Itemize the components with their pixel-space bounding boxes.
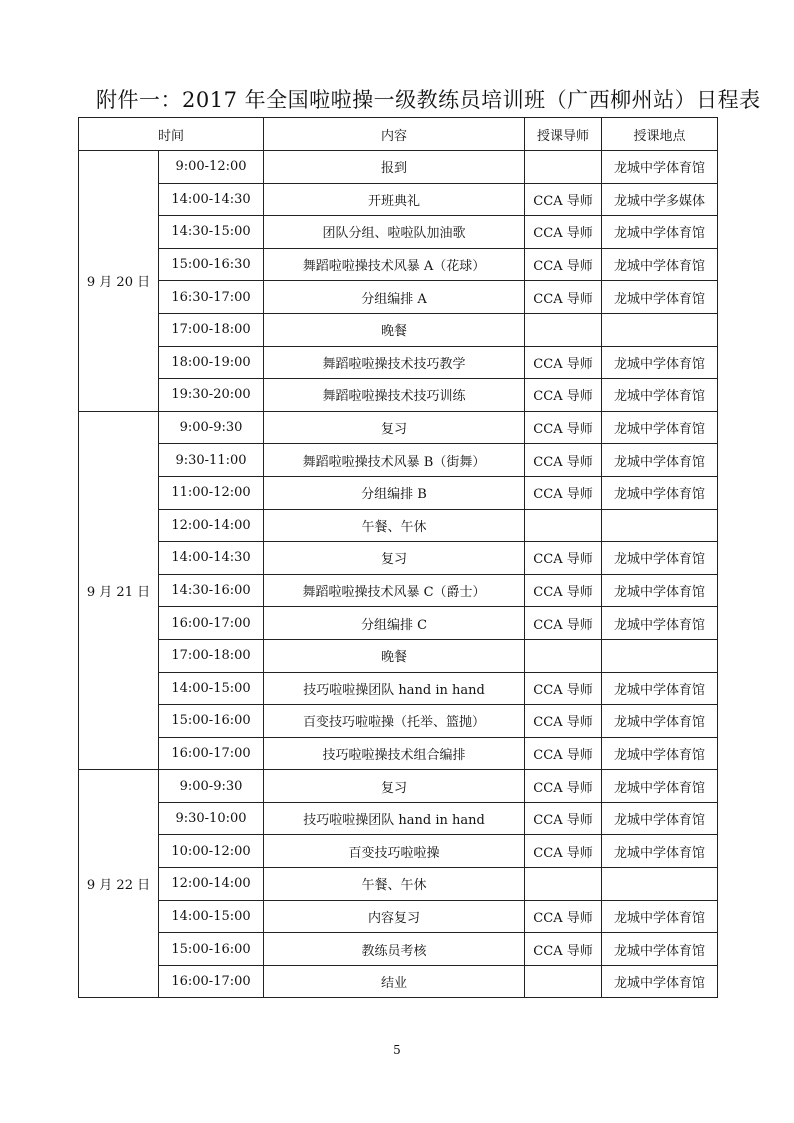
time-cell: 16:00-17:00 bbox=[159, 965, 264, 998]
venue-cell: 龙城中学体育馆 bbox=[602, 607, 718, 640]
header-venue: 授课地点 bbox=[602, 118, 718, 151]
teacher-cell bbox=[525, 639, 602, 672]
venue-cell: 龙城中学体育馆 bbox=[602, 965, 718, 998]
table-header-row bbox=[79, 118, 718, 151]
teacher-cell: CCA 导师 bbox=[525, 770, 602, 803]
table-row bbox=[79, 770, 718, 803]
teacher-cell bbox=[525, 965, 602, 998]
content-cell: 舞蹈啦啦操技术风暴 C（爵士） bbox=[264, 574, 525, 607]
venue-cell: 龙城中学体育馆 bbox=[602, 379, 718, 412]
teacher-cell: CCA 导师 bbox=[525, 737, 602, 770]
table-row bbox=[79, 639, 718, 672]
venue-cell: 龙城中学体育馆 bbox=[602, 476, 718, 509]
table-row bbox=[79, 802, 718, 835]
venue-cell: 龙城中学体育馆 bbox=[602, 542, 718, 575]
venue-cell: 龙城中学体育馆 bbox=[602, 770, 718, 803]
venue-cell bbox=[602, 313, 718, 346]
date-cell: 9 月 20 日 bbox=[79, 151, 159, 412]
content-cell: 复习 bbox=[264, 411, 525, 444]
teacher-cell bbox=[525, 313, 602, 346]
time-cell: 19:30-20:00 bbox=[159, 379, 264, 412]
time-cell: 16:30-17:00 bbox=[159, 281, 264, 314]
content-cell: 团队分组、啦啦队加油歌 bbox=[264, 216, 525, 249]
venue-cell: 龙城中学体育馆 bbox=[602, 216, 718, 249]
teacher-cell: CCA 导师 bbox=[525, 607, 602, 640]
table-row bbox=[79, 672, 718, 705]
venue-cell: 龙城中学体育馆 bbox=[602, 672, 718, 705]
schedule-table bbox=[78, 117, 718, 998]
venue-cell bbox=[602, 639, 718, 672]
teacher-cell: CCA 导师 bbox=[525, 216, 602, 249]
content-cell: 技巧啦啦操技术组合编排 bbox=[264, 737, 525, 770]
time-cell: 12:00-14:00 bbox=[159, 868, 264, 901]
venue-cell: 龙城中学体育馆 bbox=[602, 248, 718, 281]
teacher-cell: CCA 导师 bbox=[525, 672, 602, 705]
venue-cell: 龙城中学体育馆 bbox=[602, 281, 718, 314]
time-cell: 15:00-16:00 bbox=[159, 933, 264, 966]
time-cell: 12:00-14:00 bbox=[159, 509, 264, 542]
table-row bbox=[79, 183, 718, 216]
venue-cell: 龙城中学体育馆 bbox=[602, 737, 718, 770]
table-row bbox=[79, 248, 718, 281]
venue-cell: 龙城中学体育馆 bbox=[602, 151, 718, 184]
time-cell: 14:00-14:30 bbox=[159, 542, 264, 575]
time-cell: 14:30-15:00 bbox=[159, 216, 264, 249]
schedule-body bbox=[79, 151, 718, 998]
time-cell: 17:00-18:00 bbox=[159, 313, 264, 346]
teacher-cell: CCA 导师 bbox=[525, 411, 602, 444]
time-cell: 16:00-17:00 bbox=[159, 607, 264, 640]
time-cell: 14:00-15:00 bbox=[159, 672, 264, 705]
content-cell: 开班典礼 bbox=[264, 183, 525, 216]
time-cell: 15:00-16:00 bbox=[159, 705, 264, 738]
venue-cell: 龙城中学体育馆 bbox=[602, 411, 718, 444]
content-cell: 晚餐 bbox=[264, 313, 525, 346]
content-cell: 技巧啦啦操团队 hand in hand bbox=[264, 802, 525, 835]
table-row bbox=[79, 933, 718, 966]
table-row bbox=[79, 216, 718, 249]
teacher-cell: CCA 导师 bbox=[525, 933, 602, 966]
teacher-cell: CCA 导师 bbox=[525, 444, 602, 477]
time-cell: 18:00-19:00 bbox=[159, 346, 264, 379]
header-teacher: 授课导师 bbox=[525, 118, 602, 151]
content-cell: 分组编排 C bbox=[264, 607, 525, 640]
content-cell: 舞蹈啦啦操技术风暴 B（街舞） bbox=[264, 444, 525, 477]
content-cell: 分组编排 B bbox=[264, 476, 525, 509]
venue-cell bbox=[602, 868, 718, 901]
document-title: 附件一：2017 年全国啦啦操一级教练员培训班（广西柳州站）日程表 bbox=[96, 88, 761, 112]
header-content: 内容 bbox=[264, 118, 525, 151]
venue-cell: 龙城中学体育馆 bbox=[602, 574, 718, 607]
time-cell: 14:00-14:30 bbox=[159, 183, 264, 216]
header-time: 时间 bbox=[79, 118, 264, 151]
table-row bbox=[79, 281, 718, 314]
venue-cell: 龙城中学体育馆 bbox=[602, 444, 718, 477]
content-cell: 晚餐 bbox=[264, 639, 525, 672]
table-row bbox=[79, 346, 718, 379]
table-row bbox=[79, 476, 718, 509]
table-row bbox=[79, 509, 718, 542]
teacher-cell: CCA 导师 bbox=[525, 542, 602, 575]
teacher-cell: CCA 导师 bbox=[525, 183, 602, 216]
time-cell: 14:30-16:00 bbox=[159, 574, 264, 607]
time-cell: 10:00-12:00 bbox=[159, 835, 264, 868]
content-cell: 内容复习 bbox=[264, 900, 525, 933]
date-cell: 9 月 21 日 bbox=[79, 411, 159, 770]
venue-cell: 龙城中学体育馆 bbox=[602, 835, 718, 868]
table-row bbox=[79, 868, 718, 901]
venue-cell: 龙城中学体育馆 bbox=[602, 933, 718, 966]
table-row bbox=[79, 737, 718, 770]
table-row bbox=[79, 965, 718, 998]
content-cell: 舞蹈啦啦操技术技巧教学 bbox=[264, 346, 525, 379]
time-cell: 11:00-12:00 bbox=[159, 476, 264, 509]
table-row bbox=[79, 574, 718, 607]
venue-cell: 龙城中学体育馆 bbox=[602, 802, 718, 835]
teacher-cell bbox=[525, 868, 602, 901]
content-cell: 结业 bbox=[264, 965, 525, 998]
time-cell: 9:00-9:30 bbox=[159, 770, 264, 803]
content-cell: 午餐、午休 bbox=[264, 868, 525, 901]
table-row bbox=[79, 151, 718, 184]
teacher-cell: CCA 导师 bbox=[525, 248, 602, 281]
table-row bbox=[79, 542, 718, 575]
date-cell: 9 月 22 日 bbox=[79, 770, 159, 998]
time-cell: 15:00-16:30 bbox=[159, 248, 264, 281]
content-cell: 报到 bbox=[264, 151, 525, 184]
time-cell: 9:00-12:00 bbox=[159, 151, 264, 184]
teacher-cell: CCA 导师 bbox=[525, 900, 602, 933]
content-cell: 技巧啦啦操团队 hand in hand bbox=[264, 672, 525, 705]
table-row bbox=[79, 313, 718, 346]
content-cell: 百变技巧啦啦操（托举、篮抛） bbox=[264, 705, 525, 738]
venue-cell: 龙城中学体育馆 bbox=[602, 705, 718, 738]
table-row bbox=[79, 705, 718, 738]
teacher-cell: CCA 导师 bbox=[525, 281, 602, 314]
content-cell: 分组编排 A bbox=[264, 281, 525, 314]
time-cell: 14:00-15:00 bbox=[159, 900, 264, 933]
table-row bbox=[79, 607, 718, 640]
venue-cell: 龙城中学体育馆 bbox=[602, 900, 718, 933]
content-cell: 舞蹈啦啦操技术技巧训练 bbox=[264, 379, 525, 412]
teacher-cell: CCA 导师 bbox=[525, 379, 602, 412]
content-cell: 百变技巧啦啦操 bbox=[264, 835, 525, 868]
teacher-cell: CCA 导师 bbox=[525, 802, 602, 835]
time-cell: 17:00-18:00 bbox=[159, 639, 264, 672]
content-cell: 舞蹈啦啦操技术风暴 A（花球） bbox=[264, 248, 525, 281]
table-row bbox=[79, 379, 718, 412]
content-cell: 复习 bbox=[264, 542, 525, 575]
teacher-cell: CCA 导师 bbox=[525, 835, 602, 868]
content-cell: 午餐、午休 bbox=[264, 509, 525, 542]
content-cell: 复习 bbox=[264, 770, 525, 803]
time-cell: 9:30-10:00 bbox=[159, 802, 264, 835]
venue-cell bbox=[602, 509, 718, 542]
table-row bbox=[79, 444, 718, 477]
page-number: 5 bbox=[393, 1043, 401, 1057]
venue-cell: 龙城中学体育馆 bbox=[602, 346, 718, 379]
table-row bbox=[79, 835, 718, 868]
teacher-cell bbox=[525, 509, 602, 542]
teacher-cell: CCA 导师 bbox=[525, 346, 602, 379]
table-row bbox=[79, 900, 718, 933]
venue-cell: 龙城中学多媒体 bbox=[602, 183, 718, 216]
teacher-cell bbox=[525, 151, 602, 184]
teacher-cell: CCA 导师 bbox=[525, 705, 602, 738]
time-cell: 16:00-17:00 bbox=[159, 737, 264, 770]
time-cell: 9:30-11:00 bbox=[159, 444, 264, 477]
teacher-cell: CCA 导师 bbox=[525, 574, 602, 607]
teacher-cell: CCA 导师 bbox=[525, 476, 602, 509]
content-cell: 教练员考核 bbox=[264, 933, 525, 966]
table-row bbox=[79, 411, 718, 444]
time-cell: 9:00-9:30 bbox=[159, 411, 264, 444]
